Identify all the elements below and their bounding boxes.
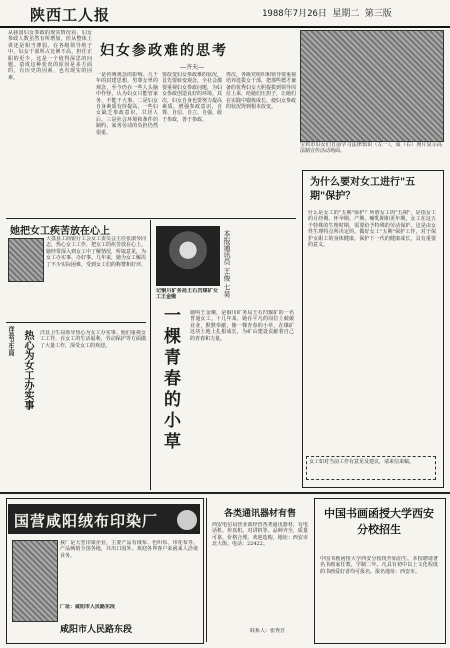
school-ad-header: 中国书画函授大学西安分校招生: [324, 507, 434, 536]
issue-date: 1988年7月26日 星期二 第三版: [262, 9, 392, 19]
factory-ad-image: [12, 540, 58, 622]
right-article-body: 什么是女工的"五期"保护？所谓女工的"五期"，是指女工的月经期、怀孕期、产期、哺乳期和更年期。女工在这五个特殊的生理时期，需要给予特殊的劳动保护。这是由女性生理特点所决定的。做好女工"五期"保护工作，对于保护女职工的身体健康，保护下一代的健康成长，具有重要的意义。: [308, 210, 436, 249]
comm-ad-contact: 联系人：张秀芳: [250, 628, 286, 634]
right-article-note: 女工如对当前工作有意见及建议，请来信来稿。: [306, 456, 436, 480]
factory-logo-icon: [176, 509, 198, 531]
left-story-body: 大荔县工商银行工会女工委员会主任张淑琴同志，热心女工工作，把女工的疾苦放在心上。她经常深入到女工中了解情况，听取意见，为女工办实事、办好事。几年来，她为女工解决了不少实际困难，受到女工们的称赞和好评。: [46, 236, 146, 268]
feature-headline: 一棵青春的小草: [160, 306, 180, 453]
factory-address: 咸阳市人民路东段: [60, 625, 133, 635]
top-article-col4: 再次，各级党组织和领导要重视培养选拔女干部，把那些德才兼备的优秀妇女大胆提拔到领导岗位上来，给她们压担子，让她们在实践中锻炼成长，使妇女参政的状况得到根本改变。: [226, 72, 296, 111]
worker-portrait: [156, 226, 220, 286]
factory-name: 国营咸阳绒布印染厂: [14, 512, 159, 530]
newspaper-title: 陕西工人报: [30, 6, 111, 24]
feature-subline: 记铜川矿务局王石凹煤矿女工王金娥: [156, 288, 218, 301]
right-article-headline: 为什么要对女工进行"五期"保护？: [310, 177, 416, 202]
factory-photo: [300, 30, 444, 142]
school-ad-body: 中国书画函授大学西安分校现开始招生。本校聘请著名书画家任教，学制二年。凡具有初中以上文化程度的书画爱好者均可报名。报名地址：西安市。: [320, 556, 438, 575]
portrait-photo: [8, 238, 44, 282]
comm-ad-body: 西安电信局营业部经营各类通讯器材，有电话机、传真机、对讲机等。品种齐全，质量可靠，价格合理。欢迎选购。地址：西安市北大街。电话：22422。: [212, 522, 308, 548]
feature-body: 她叫王金娥，是铜川矿务局王石凹煤矿的一名普通女工。十几年来，她在平凡的岗位上兢兢业业，默默奉献，像一棵青春的小草，在煤矿这块土地上扎根成长，为矿山建设贡献着自己的青春和力量。: [190, 310, 294, 342]
top-article-byline: —齐天—: [180, 64, 205, 71]
left-story-headline: 她把女工疾苦放在心上: [10, 226, 110, 237]
divider: [150, 220, 151, 490]
side-headline: 热心为女工办实事: [22, 330, 33, 410]
feature-vertical-title: 本报通讯员 王俊 七昊: [223, 230, 231, 298]
side-label: 洋县卫生局: [7, 326, 14, 356]
side-body: 洋县卫生局领导热心为女工办实事。他们重视女工工作，在女工的生活福利、劳动保护等方面做了大量工作，深受女工的欢迎。: [40, 330, 146, 349]
top-article-col2: 一是传统观念的影响。几千年的封建思想，男尊女卑的观念，至今仍在一些人头脑中作怪，认为妇女只能管家务，不能干大事。二是妇女自身素质有待提高，一些妇女缺乏参政意识，甘居人后。三是社会环境和条件的制约，家务劳动的负担仍然很重。: [96, 72, 158, 136]
divider: [206, 498, 207, 642]
top-article-headline: 妇女参政难的思考: [100, 43, 228, 59]
top-article-col3: 要改变妇女参政难的状况，首先要转变观念，全社会都要重视妇女参政问题，为妇女参政创造良好的环境。其次，妇女自身也要努力提高素质，增强参政意识，自尊、自信、自立、自强，敢于参政，善于参政。: [162, 72, 222, 123]
divider: [6, 218, 296, 219]
ads-divider: [0, 492, 450, 494]
comm-ad-headline: 各类通讯器材有售: [224, 509, 297, 519]
factory-ad-body: 我厂是大型印染企业，主要产品有绒布、色织布、印花布等。产品畅销全国各地，并出口国外。欢迎各界客户来函来人洽谈业务。: [60, 540, 198, 559]
divider: [6, 322, 146, 323]
factory-address-label: 厂址：咸阳市人民路东段: [60, 604, 116, 610]
photo-caption: 宝鸡市妇女们日前学习法律知识（左一）。成（右）照片显示高法制宣传活动场面。: [300, 142, 442, 155]
top-article-col1: 从我国妇女参政的现实情况看，妇女参政人数虽然有所增加，但从整体上讲还是相当薄弱。在各级领导班子中，妇女干部所占比例不高，担任正职的更少。这是一个值得深思的问题。造成这种状况的原因是多方面的，有历史的因素，也有现实的因素。: [8, 30, 92, 81]
